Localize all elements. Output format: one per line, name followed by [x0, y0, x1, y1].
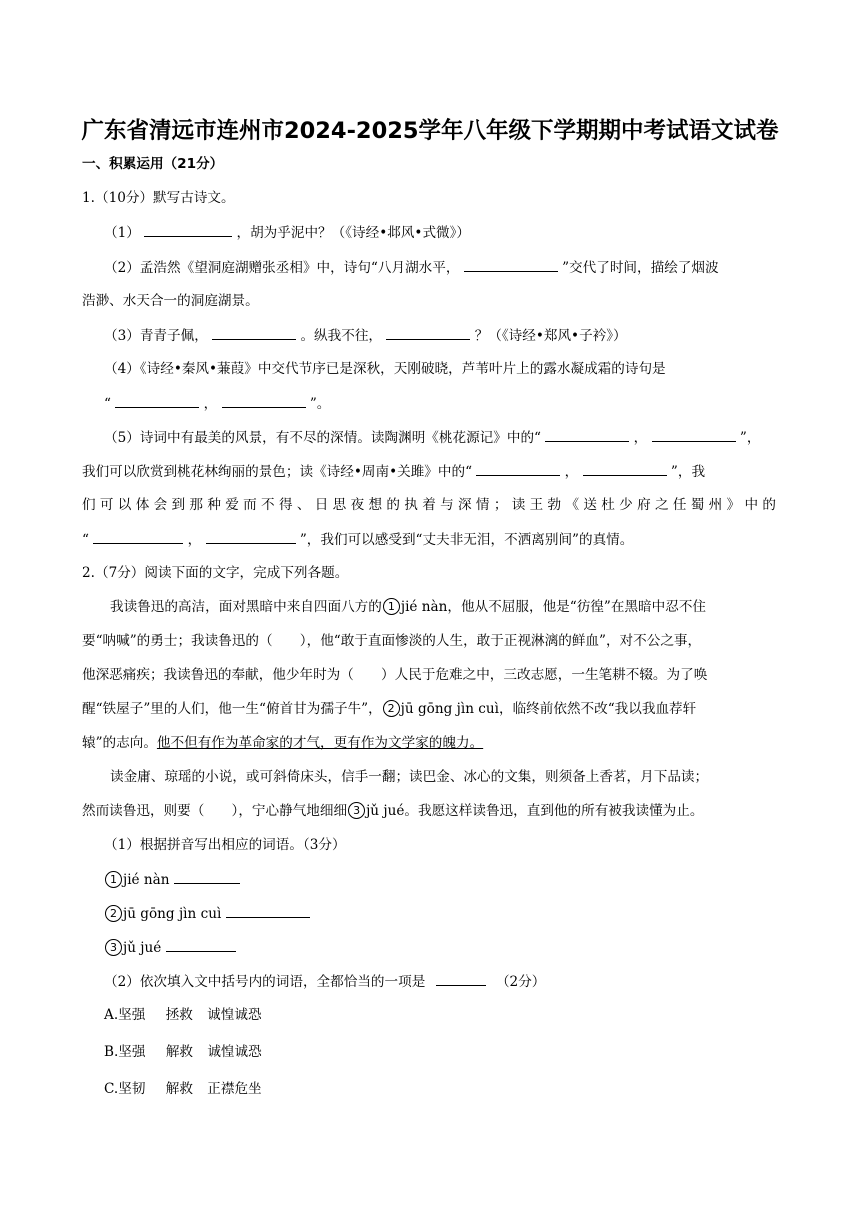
- text: ”，我们可以感受到“丈夫非无泪，不洒离别间”的真情。: [299, 532, 634, 548]
- q1-sub4-cont: [104, 393, 330, 414]
- q1-sub1: [104, 222, 470, 243]
- q1-sub2-cont: 浩渺、水天合一的洞庭湖景。: [82, 293, 259, 309]
- text: ，: [633, 430, 648, 446]
- option-label: A.坚强: [104, 1007, 146, 1023]
- text: （1）: [104, 225, 140, 241]
- text: “: [104, 396, 111, 412]
- q2-stem: 2.（7分）阅读下面的文字，完成下列各题。: [82, 565, 349, 581]
- answer-blank[interactable]: [93, 529, 183, 544]
- q1-stem: 1.（10分）默写古诗文。: [82, 190, 235, 206]
- answer-blank[interactable]: [464, 257, 558, 272]
- option-label: B.坚强: [104, 1044, 146, 1060]
- circled-number-1: 1: [105, 871, 122, 888]
- text: 然而读鲁迅，则要（ ），宁心静气地细细: [82, 803, 348, 819]
- q1-sub5-line4: [82, 529, 633, 550]
- circled-number-1: 1: [383, 598, 400, 615]
- q1-sub3: [104, 325, 627, 346]
- q2-sub2: [104, 971, 545, 992]
- text: ，胡为乎泥中？（《诗经•邶风•式微》）: [236, 225, 471, 241]
- q1-sub5: [104, 427, 760, 448]
- circled-number-3: 3: [105, 939, 122, 956]
- text: （2）依次填入文中括号内的词语，全都恰当的一项是: [104, 974, 426, 990]
- q2-sub1: （1）根据拼音写出相应的词语。（3分）: [104, 837, 346, 853]
- text: jié nàn: [123, 872, 170, 888]
- text: （5）诗词中有最美的风景，有不尽的深情。读陶渊明《桃花源记》中的“: [104, 430, 542, 446]
- text: 。纵我不往，: [300, 328, 383, 344]
- option-word: 解救: [165, 1081, 193, 1097]
- text: ”，我: [670, 464, 706, 480]
- passage-p1-line5: [82, 733, 483, 753]
- answer-blank[interactable]: [174, 869, 240, 884]
- pinyin-item-1: [104, 869, 240, 890]
- passage-p1-line1: [110, 597, 706, 617]
- text: jū gōng jìn cuì，临终前依然不改“我以我血荐轩: [400, 701, 697, 717]
- q1-sub2: [104, 257, 719, 278]
- passage-p2-line2: [82, 801, 703, 821]
- text: ”。: [309, 396, 331, 412]
- circled-number-2: 2: [105, 905, 122, 922]
- option-b[interactable]: [104, 1042, 262, 1062]
- answer-blank[interactable]: [222, 393, 306, 408]
- text: jǔ jué。我愿这样读鲁迅，直到他的所有被我读懂为止。: [366, 803, 704, 819]
- answer-blank[interactable]: [206, 529, 296, 544]
- passage-p1-line3: 他深恶痛疾；我读鲁迅的奉献，他少年时为（ ）人民于危难之中，三改志愿，一生笔耕不辍。为了唤: [82, 667, 708, 683]
- text: 我读鲁迅的高洁，面对黑暗中来自四面八方的: [110, 599, 382, 615]
- text: （2）孟浩然《望洞庭湖赠张丞相》中，诗句“八月湖水平，: [104, 260, 460, 276]
- text: jū gōng jìn cuì: [123, 906, 222, 922]
- text: （3）青青子佩，: [104, 328, 208, 344]
- text: （2分）: [495, 974, 546, 990]
- circled-number-3: 3: [348, 802, 365, 819]
- option-c[interactable]: [104, 1079, 262, 1099]
- page-title: 广东省清远市连州市2024-2025学年八年级下学期期中考试语文试卷: [81, 118, 779, 144]
- text: “: [82, 532, 89, 548]
- section-heading: 一、积累运用（21分）: [82, 156, 224, 172]
- text: 辕”的志向。: [82, 735, 157, 751]
- option-word: 诚惶诚恐: [207, 1007, 262, 1023]
- text: jǔ jué: [123, 940, 162, 956]
- passage-p1-line4: [82, 699, 696, 719]
- option-label: C.坚韧: [104, 1081, 146, 1097]
- passage-p1-line2: 要“呐喊”的勇士；我读鲁迅的（ ），他“敢于直面惨淡的人生，敢于正视淋漓的鲜血”，对不公之事，: [82, 633, 702, 649]
- text: ？（《诗经•郑风•子衿》）: [474, 328, 627, 344]
- answer-blank[interactable]: [386, 325, 470, 340]
- answer-blank[interactable]: [226, 903, 310, 918]
- answer-blank[interactable]: [476, 461, 560, 476]
- text: ”交代了时间，描绘了烟波: [562, 260, 719, 276]
- option-word: 诚惶诚恐: [207, 1044, 262, 1060]
- text: ”，: [739, 430, 761, 446]
- q1-sub5-line2: [82, 461, 705, 482]
- text: jié nàn，他从不屈服，他是“彷徨”在黑暗中忍不住: [400, 599, 707, 615]
- option-word: 解救: [165, 1044, 194, 1060]
- q1-sub5-line3: [82, 495, 776, 515]
- passage-p2-line1: 读金庸、琼瑶的小说，或可斜倚床头，信手一翻；读巴金、冰心的文集，则须备上香茗，月下品读；: [110, 769, 709, 785]
- underlined-sentence: 他不但有作为革命家的才气，更有作为文学家的魄力。: [156, 735, 484, 751]
- option-a[interactable]: [104, 1005, 262, 1025]
- text: ，: [564, 464, 579, 480]
- answer-blank[interactable]: [166, 937, 236, 952]
- q1-sub4: （4）《诗经•秦风•蒹葭》中交代节序已是深秋，天刚破晓，芦苇叶片上的露水凝成霜的诗句是: [104, 361, 666, 377]
- answer-blank[interactable]: [436, 971, 486, 986]
- answer-blank[interactable]: [212, 325, 296, 340]
- option-word: 拯救: [165, 1007, 193, 1023]
- text: 们可以体会到那种爱而不得、日思夜想的执着与深情；读王勃《送杜少府之任蜀州》中的: [82, 497, 776, 513]
- pinyin-item-2: [104, 903, 310, 924]
- text: 醒“铁屋子”里的人们，他一生“俯首甘为孺子牛”，: [82, 701, 382, 717]
- answer-blank[interactable]: [652, 427, 736, 442]
- text: ，: [203, 396, 218, 412]
- pinyin-item-3: [104, 937, 236, 958]
- text: 我们可以欣赏到桃花林绚丽的景色；读《诗经•周南•关雎》中的“: [82, 464, 473, 480]
- answer-blank[interactable]: [115, 393, 199, 408]
- answer-blank[interactable]: [545, 427, 629, 442]
- answer-blank[interactable]: [583, 461, 667, 476]
- text: ，: [187, 532, 202, 548]
- answer-blank[interactable]: [144, 222, 232, 237]
- circled-number-2: 2: [383, 700, 400, 717]
- option-word: 正襟危坐: [207, 1081, 262, 1097]
